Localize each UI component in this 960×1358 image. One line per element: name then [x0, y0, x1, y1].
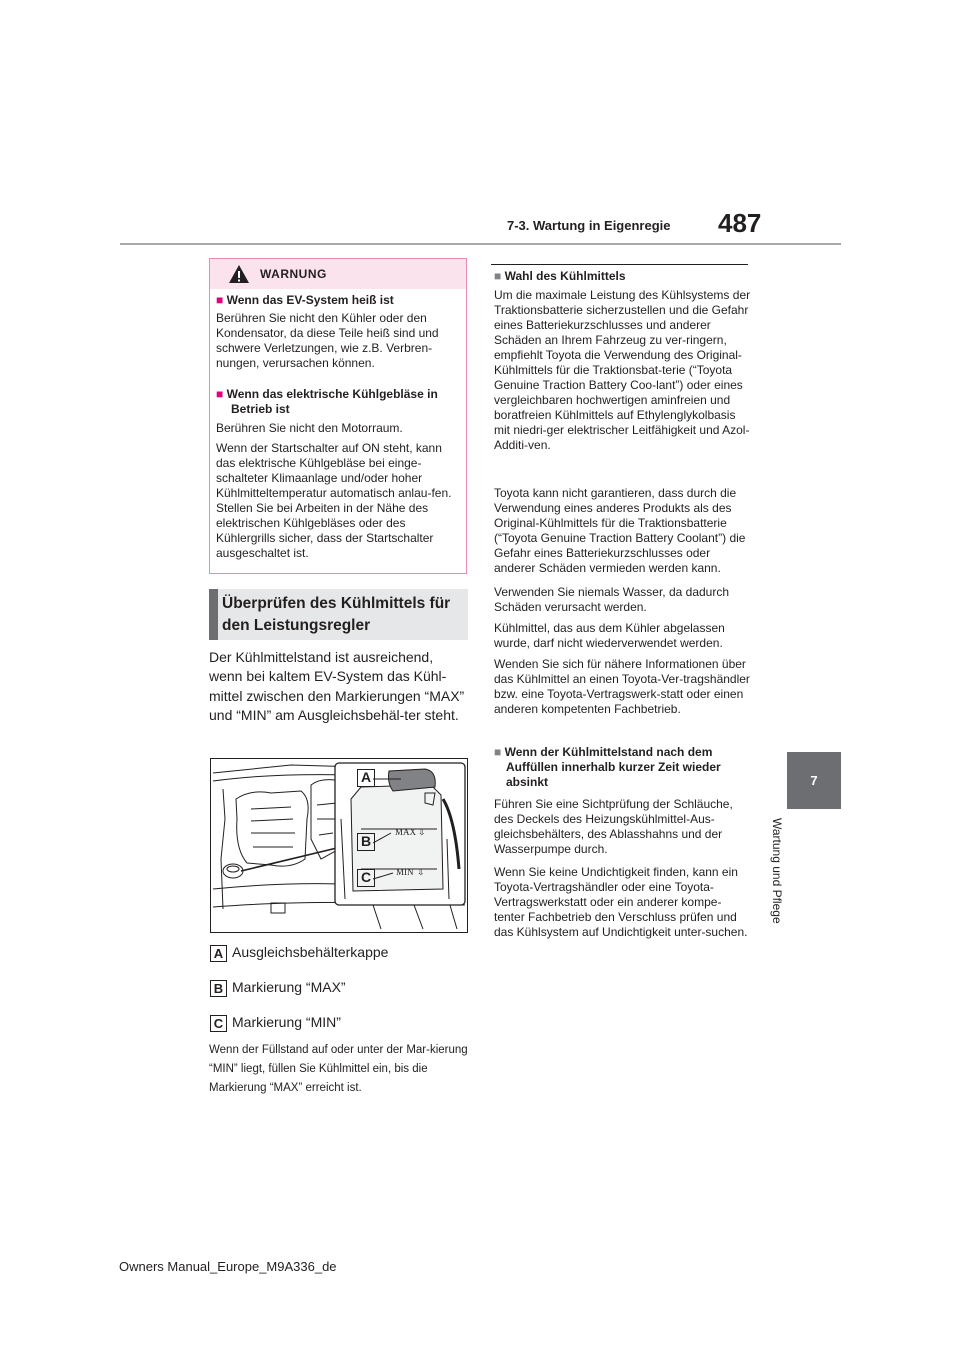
section-title: Überprüfen des Kühlmittels für den Leistungsregler — [222, 595, 451, 634]
warning-box — [209, 258, 467, 574]
right-paragraph: Kühlmittel, das aus dem Kühler abgelassen wurde, darf nicht wiederverwendet werden. — [494, 621, 725, 650]
fill-note: Wenn der Füllstand auf oder unter der Mar-kierung “MIN” liegt, füllen Sie Kühlmittel ein, bis die Markierung “MAX” erreicht ist. — [209, 1044, 468, 1094]
right-paragraph: Toyota kann nicht garantieren, dass durch die Verwendung eines anderes Produkts als des Original-Kühlmittels für die Traktionsbatterie (“Toyota Genuine Traction Battery Coolant”) die Gefahr eines Batteriekurzschlusses oder anderer Schäden vermieden werden kann. — [494, 486, 746, 575]
right-paragraph: Um die maximale Leistung des Kühlsystems der Traktionsbatterie sicherzustellen und die Gefahr eines Batteriekurzschlusses und anderer Schäden an Ihrem Fahrzeug zu ver-ringern, empfiehlt Toyota die Verwendung des Original-Kühlmittels für die Traktionsbat-terie (“Toyota Genuine Traction Battery Coo-lant”) oder eines vergleichbaren hochwertigen aminfreien und boratfreien Kühlmittels auf Ethylenglykolbasis mit niedri-ger elektrischer Leitfähigkeit und Azol-Additi-ven. — [494, 288, 751, 452]
warning-header — [210, 259, 466, 289]
page-number: 487 — [718, 208, 762, 238]
max-mark: MAX — [395, 827, 417, 837]
warning-item-heading: ■ Wenn das elektrische Kühlgebläse in Betrieb ist — [216, 387, 438, 416]
right-paragraph: Verwenden Sie niemals Wasser, da dadurch Schäden verursacht werden. — [494, 585, 730, 614]
right-block-heading: ■ Wahl des Kühlmittels — [494, 269, 626, 283]
warning-item-heading: ■ Wenn das EV-System heiß ist — [216, 293, 394, 307]
legend-letter-c: C — [210, 1015, 227, 1032]
section-intro: Der Kühlmittelstand ist ausreichend, wenn bei kaltem EV-System das Kühl-mittel zwischen den Markierungen “MAX” und “MIN” am Ausgleichsbehäl-ter steht. — [209, 649, 465, 724]
right-paragraph: Wenn Sie keine Undichtigkeit finden, kann ein Toyota-Vertragshändler oder eine Toyota-Vertragswerkstatt oder ein anderer kompe-tenter Fachbetrieb den Verschluss prüfen und das Kühlsystem auf Undichtigkeit unter-suchen. — [494, 865, 748, 939]
warning-title: WARNUNG — [260, 267, 327, 281]
header-divider — [120, 243, 841, 245]
right-paragraph: Führen Sie eine Sichtprüfung der Schläuche, des Deckels des Heizungskühlmittel-Aus-gleichsbehälters, des Ablasshahns und der Wasserpumpe durch. — [494, 797, 733, 856]
chapter-label-text: Wartung und Pflege — [770, 818, 784, 924]
figure-label-c: C — [357, 869, 375, 887]
legend-text-a: Ausgleichsbehälterkappe — [232, 944, 389, 960]
legend-letter-b: B — [210, 980, 227, 997]
figure-label-b: B — [357, 833, 375, 851]
right-column-rule — [491, 264, 748, 265]
document-footer: Owners Manual_Europe_M9A336_de — [119, 1259, 337, 1274]
legend-text-b: Markierung “MAX” — [232, 979, 346, 995]
right-paragraph: Wenden Sie sich für nähere Informationen über das Kühlmittel an einen Toyota-Ver-tragshändler bzw. eine Toyota-Vertragswerk-statt oder einen anderen kompetenten Fachbetrieb. — [494, 657, 750, 716]
min-mark: MIN — [396, 867, 414, 877]
warning-paragraph: Berühren Sie nicht den Motorraum. — [216, 421, 403, 435]
figure-label-a: A — [357, 769, 375, 787]
chapter-label — [770, 818, 812, 948]
max-arrow-icon: ⇩ — [418, 827, 426, 837]
warning-triangle-icon — [228, 264, 250, 284]
chapter-tab[interactable]: 7 — [787, 752, 841, 809]
engine-compartment-illustration — [210, 758, 468, 933]
warning-paragraph: Wenn der Startschalter auf ON steht, kann das elektrische Kühlgebläse bei einge-schalteter Klimaanlage und/oder hoher Kühlmitteltemperatur automatisch anlau-fen. Stellen Sie bei Arbeiten in der Nähe des elektrischen Kühlgebläses oder des Kühlergrills sicher, dass der Startschalter ausgeschaltet ist. — [216, 441, 452, 560]
section-heading — [209, 589, 468, 640]
right-block-heading: ■ Wenn der Kühlmittelstand nach dem Auffüllen innerhalb kurzer Zeit wieder absinkt — [494, 745, 721, 789]
warning-paragraph: Berühren Sie nicht den Kühler oder den Kondensator, da diese Teile heiß sind und schwere Verletzungen, wie z.B. Verbren-nungen, verursachen können. — [216, 311, 439, 370]
min-arrow-icon: ⇩ — [417, 867, 425, 877]
section-heading-bar — [209, 589, 218, 640]
engine-drawing — [211, 759, 467, 932]
legend-text-c: Markierung “MIN” — [232, 1014, 341, 1030]
section-breadcrumb: 7-3. Wartung in Eigenregie — [507, 218, 671, 233]
legend-letter-a: A — [210, 945, 227, 962]
